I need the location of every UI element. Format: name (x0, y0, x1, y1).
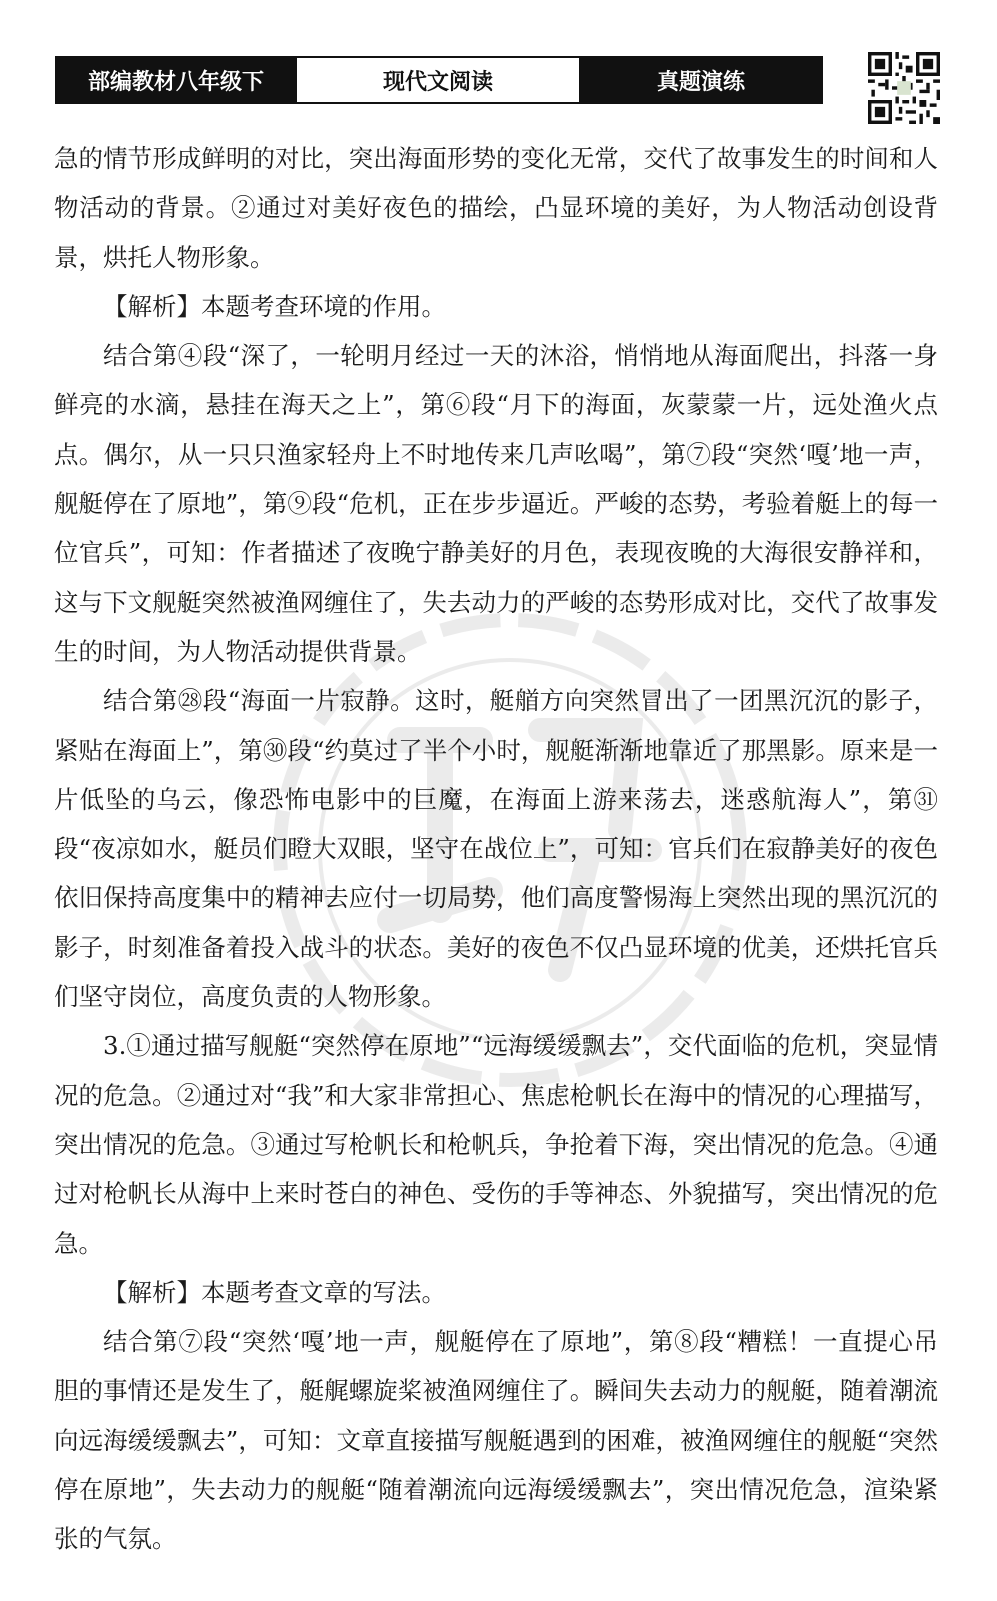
analysis-heading: 【解析】本题考查文章的写法。 (103, 1277, 446, 1307)
header-section-label: 现代文阅读 (295, 58, 581, 102)
analysis-paragraph: 结合第㉘段“海面一片寂静。这时，艇艏方向突然冒出了一团黑沉沉的影子，紧贴在海面上”，第㉚段“约莫过了半个小时，舰艇渐渐地靠近了那黑影。原来是一片低坠的乌云，像恐怖电影中的巨魔，在海面上游来荡去，迷惑航海人”，第㉛段“夜凉如水，艇员们瞪大双眼，坚守在战位上”，可知：官兵们在寂静美好的夜色依旧保持高度集中的精神去应付一切局势，他们高度警惕海上突然出现的黑沉沉的影子，时刻准备着投入战斗的状态。美好的夜色不仅凸显环境的优美，还烘托官兵们坚守岗位，高度负责的人物形象。 (54, 686, 938, 1012)
answer-paragraph: 3.①通过描写舰艇“突然停在原地”“远海缓缓飘去”，交代面临的危机，突显情况的危急。②通过对“我”和大家非常担心、焦虑枪帆长在海中的情况的心理描写，突出情况的危急。③通过写枪帆长和枪帆兵，争抢着下海，突出情况的危急。④通过对枪帆长从海中上来时苍白的神色、受伤的手等神态、外貌描写，突出情况的危急。 (54, 1031, 938, 1258)
header-bar (55, 56, 823, 104)
analysis-paragraph: 结合第④段“深了，一轮明月经过一天的沐浴，悄悄地从海面爬出，抖落一身鲜亮的水滴，悬挂在海天之上”，第⑥段“月下的海面，灰蒙蒙一片，远处渔火点点。偶尔，从一只只渔家轻舟上不时地传来几声吆喝”，第⑦段“突然‘嘎’地一声，舰艇停在了原地”，第⑨段“危机，正在步步逼近。严峻的态势，考验着艇上的每一位官兵”，可知：作者描述了夜晚宁静美好的月色，表现夜晚的大海很安静祥和，这与下文舰艇突然被渔网缠住了，失去动力的严峻的态势形成对比，交代了故事发生的时间，为人物活动提供背景。 (54, 341, 938, 666)
header-textbook-label: 部编教材八年级下 (57, 58, 295, 102)
analysis-heading: 【解析】本题考查环境的作用。 (103, 291, 446, 321)
header-exercise-label: 真题演练 (581, 58, 821, 102)
answer-continuation-paragraph: 急的情节形成鲜明的对比，突出海面形势的变化无常，交代了故事发生的时间和人物活动的背景。②通过对美好夜色的描绘，凸显环境的美好，为人物活动创设背景，烘托人物形象。 (54, 144, 938, 272)
qr-code-icon (868, 52, 940, 124)
document-body (54, 134, 938, 1564)
analysis-paragraph: 结合第⑦段“突然‘嘎’地一声，舰艇停在了原地”，第⑧段“糟糕！一直提心吊胆的事情还是发生了，艇艉螺旋桨被渔网缠住了。瞬间失去动力的舰艇，随着潮流向远海缓缓飘去”，可知：文章直接描写舰艇遇到的困难，被渔网缠住的舰艇“突然停在原地”，失去动力的舰艇“随着潮流向远海缓缓飘去”，突出情况危急，渲染紧张的气氛。 (54, 1327, 938, 1554)
